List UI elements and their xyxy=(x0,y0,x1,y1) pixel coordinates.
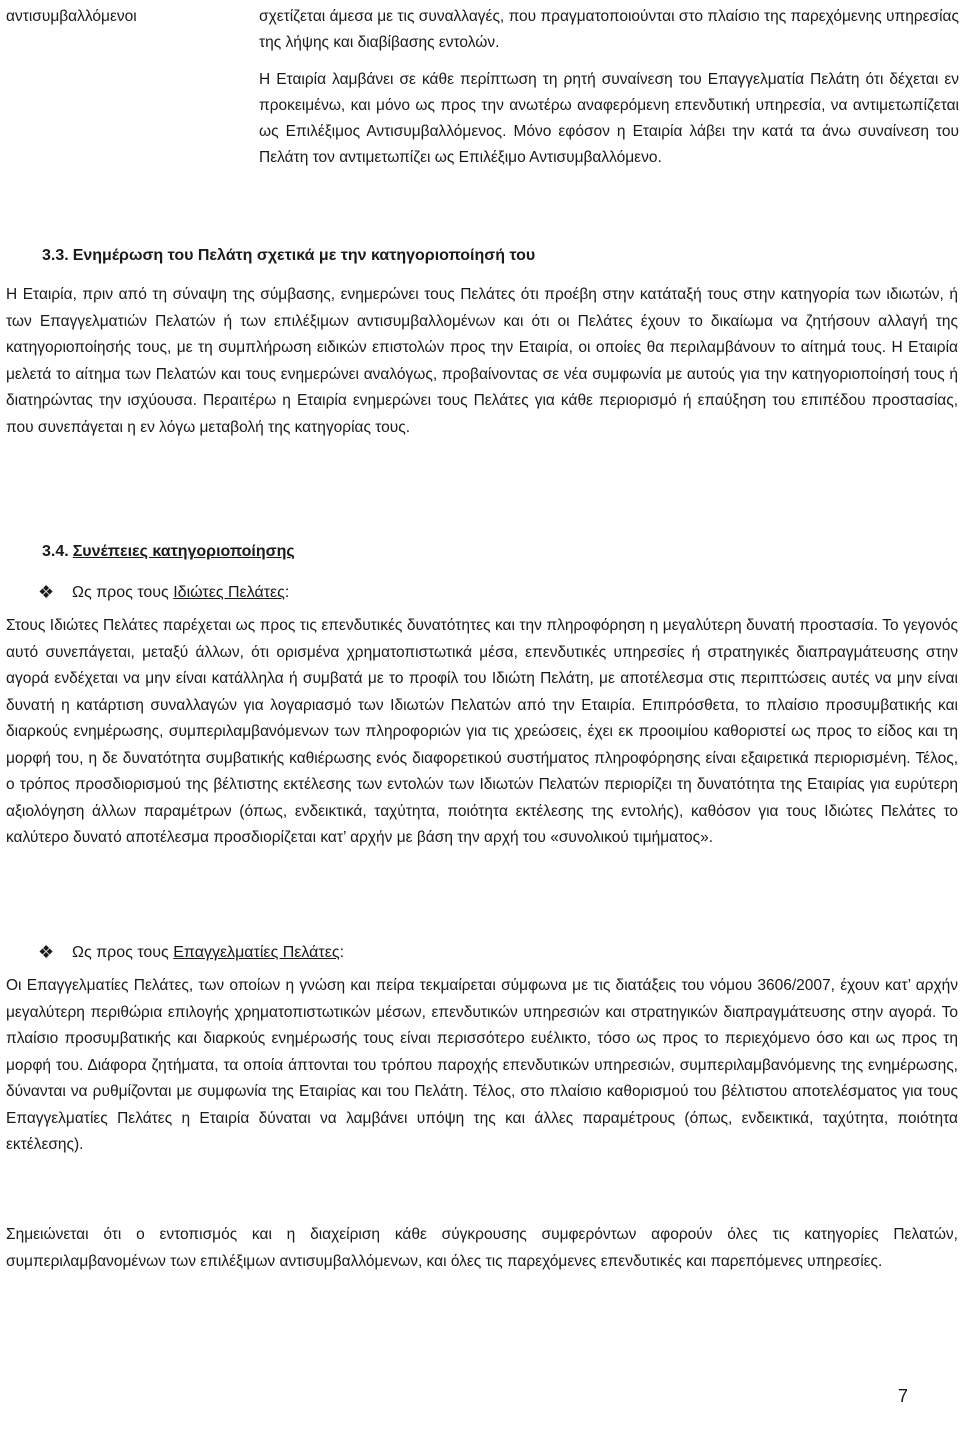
diamond-bullet-icon: ❖ xyxy=(38,942,55,962)
description-paragraph: σχετίζεται άμεσα με τις συναλλαγές, που πραγματοποιούνται στο πλαίσιο της παρεχόμενης υπηρεσίας της λήψης και διαβίβασης εντολών. xyxy=(259,8,959,51)
section-number: 3.3. xyxy=(42,247,69,264)
bullet-tail: : xyxy=(284,584,290,601)
bullet-lead: Ως προς τους xyxy=(72,584,174,601)
section-heading-3-3 xyxy=(42,245,535,267)
bullet-tail: : xyxy=(339,944,345,961)
bullet-underlined-term: Ιδιώτες Πελάτες xyxy=(173,584,285,601)
term-label: αντισυμβαλλόμενοι xyxy=(6,8,137,25)
section-number: 3.4. xyxy=(42,543,69,560)
description-paragraph: Η Εταιρία λαμβάνει σε κάθε περίπτωση τη ρητή συναίνεση του Επαγγελματία Πελάτη ότι δέχεται εν προκειμένω, και μόνο ως προς την ανωτέρω αναφερόμενη επενδυτική υπηρεσία, να αντιμετωπίζεται ως Επιλέξιμος Αντισυμβαλλόμενος. Μόνο εφόσον η Εταιρία λάβει την κατά τα άνω συναίνεση του Πελάτη τον αντιμετωπίζει ως Επιλέξιμο Αντισυμβαλλόμενο. xyxy=(259,71,959,166)
bullet-private-clients xyxy=(38,581,289,604)
bullet-lead: Ως προς τους xyxy=(72,944,174,961)
table-cell-term xyxy=(6,4,206,30)
section-title: Ενημέρωση του Πελάτη σχετικά με την κατηγοριοποίησή του xyxy=(72,247,536,264)
private-clients-body: Στους Ιδιώτες Πελάτες παρέχεται ως προς τις επενδυτικές δυνατότητες και την πληροφόρηση η μεγαλύτερη δυνατή προστασία. Το γεγονός αυτό συνεπάγεται, μεταξύ άλλων, ότι ορισμένα χρηματοπιστωτικά μέσα, επενδυτικές υπηρεσίες ή στρατηγικές διαπραγμάτευσης στην αγορά ενδέχεται να μην είναι κατάλληλα ή συμβατά με το προφίλ του Ιδιώτη Πελάτη, με αποτέλεσμα στις περιπτώσεις αυτές να μην είναι δυνατή η κατάρτιση συναλλαγών για λογαριασμό των Ιδιωτών Πελατών από την Εταιρία. Επιπρόσθετα, το πλαίσιο προσυμβατικής και διαρκούς ενημέρωσης, συμπεριλαμβανόμενων των πληροφοριών για τις χρεώσεις, έχει εκ προοιμίου καθοριστεί ως προς το είδος και τη μορφή του, η δε δυνατότητα συμβατικής καθιέρωσης ενός διαφορετικού συστήματος πληροφόρησης είναι εξαιρετικά περιορισμένη. Τέλος, ο τρόπος προσδιορισμού της βέλτιστης εκτέλεσης των εντολών των Ιδιωτών Πελατών περιορίζει τη δυνατότητα της Εταιρίας για ευρύτερη αξιολόγηση άλλων παραμέτρων (όπως, ενδεικτικά, ταχύτητα, ποιότητα εκτέλεσης της εντολής), καθόσον για τους Ιδιώτες Πελάτες το καλύτερο δυνατό αποτέλεσμα προσδιορίζεται κατ’ αρχήν με βάση την αρχή του «συνολικού τιμήματος». xyxy=(6,617,958,846)
page-number: 7 xyxy=(897,1386,908,1406)
section-title: Συνέπειες κατηγοριοποίησης xyxy=(72,543,295,560)
bullet-professional-clients xyxy=(38,941,344,964)
diamond-bullet-icon: ❖ xyxy=(38,582,55,602)
section-3-3-body: Η Εταιρία, πριν από τη σύναψη της σύμβασης, ενημερώνει τους Πελάτες ότι προέβη στην κατάταξή τους στην κατηγορία των ιδιωτών, ή των Επαγγελματιών Πελατών ή των επιλέξιμων αντισυμβαλλομένων και ότι οι Πελάτες έχουν το δικαίωμα να ζητήσουν αλλαγή της κατηγοριοποίησής τους, με τη συμπλήρωση ειδικών επιστολών προς την Εταιρία, οι οποίες θα περιλαμβάνουν το αίτημά τους. Η Εταιρία μελετά το αίτημα των Πελατών και τους ενημερώνει αναλόγως, προβαίνοντας σε νέα συμφωνία με αυτούς για την κατηγοριοποίησή τους ή διατηρώντας την ισχύουσα. Περαιτέρω η Εταιρία ενημερώνει τους Πελάτες για κάθε περιορισμό ή επαύξηση του επιπέδου προστασίας, που συνεπάγεται η εν λόγω μεταβολή της κατηγορίας τους. xyxy=(6,286,958,436)
section-heading-3-4 xyxy=(42,541,295,563)
table-cell-description xyxy=(259,4,959,171)
professional-clients-body: Οι Επαγγελματίες Πελάτες, των οποίων η γνώση και πείρα τεκμαίρεται σύμφωνα με τις διατάξεις του νόμου 3606/2007, έχουν κατ’ αρχήν μεγαλύτερη περιθώρια επιλογής χρηματοπιστωτικών μέσων, επενδυτικών υπηρεσιών και στρατηγικών διαπραγμάτευσης στην αγορά. Το πλαίσιο προσυμβατικής και διαρκούς ενημέρωσής τους είναι περισσότερο ευέλικτο, τόσο ως προς το περιεχόμενο όσο και ως προς τη μορφή του. Διάφορα ζητήματα, τα οποία άπτονται του τρόπου παροχής επενδυτικών υπηρεσιών, συμπεριλαμβανόμενης της ενημέρωσης, δύνανται να ρυθμίζονται με συμφωνία της Εταιρίας και του Πελάτη. Τέλος, στο πλαίσιο καθορισμού του βέλτιστου αποτελέσματος για τους Επαγγελματίες Πελάτες η Εταιρία δύναται να λαμβάνει υπόψη της και άλλες παραμέτρους (όπως, ενδεικτικά, ταχύτητα, ποιότητα εκτέλεσης). xyxy=(6,977,958,1153)
closing-paragraph: Σημειώνεται ότι ο εντοπισμός και η διαχείριση κάθε σύγκρουσης συμφερόντων αφορούν όλες τις κατηγορίες Πελατών, συμπεριλαμβανομένων των επιλέξιμων αντισυμβαλλόμενων, και όλες τις παρεχόμενες επενδυτικές και παρεπόμενες υπηρεσίες. xyxy=(6,1226,958,1270)
bullet-underlined-term: Επαγγελματίες Πελάτες xyxy=(173,944,340,961)
